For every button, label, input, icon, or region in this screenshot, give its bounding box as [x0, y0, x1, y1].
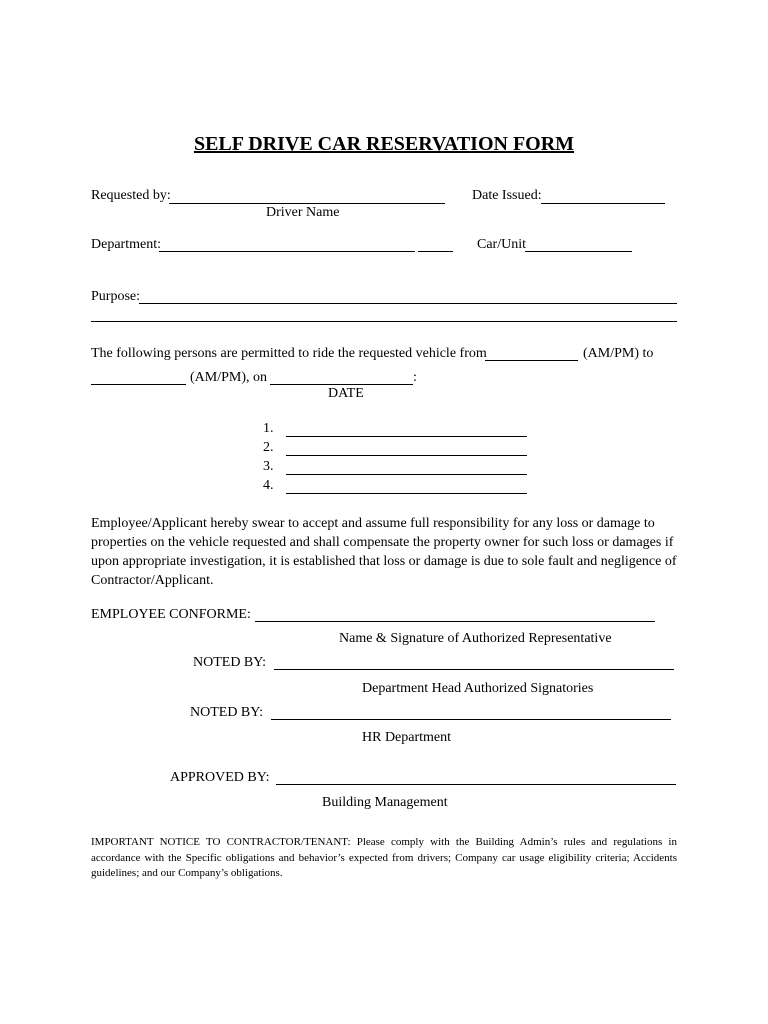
- driver-name-caption: Driver Name: [266, 205, 340, 220]
- ride-date-field[interactable]: [270, 384, 413, 385]
- noted-by-field[interactable]: [274, 669, 674, 670]
- department-field[interactable]: [159, 251, 415, 252]
- responsibility-paragraph: Employee/Applicant hereby swear to accept and assume full responsibility for any loss or damage to properties on the vehicle requested and shall compensate the property owner for such loss or damages if upon appropriate investigation, it is established that loss or damage is due to sole fault and negligence of Contractor/Applicant.: [91, 516, 677, 588]
- date-caption: DATE: [328, 386, 364, 401]
- purpose-field[interactable]: [139, 303, 677, 304]
- date-issued-label: Date Issued:: [472, 188, 542, 203]
- ride-colon: :: [413, 370, 417, 385]
- car-unit-field[interactable]: [525, 251, 632, 252]
- person-4-field[interactable]: [286, 493, 527, 494]
- noted-by-label: NOTED BY:: [193, 655, 266, 670]
- employee-conforme-field[interactable]: [255, 621, 655, 622]
- person-number: 3.: [263, 459, 274, 474]
- requested-by-field[interactable]: [169, 203, 445, 204]
- car-unit-label: Car/Unit: [477, 237, 526, 252]
- purpose-field-line2[interactable]: [91, 321, 677, 322]
- employee-conforme-label: EMPLOYEE CONFORME:: [91, 607, 251, 622]
- employee-conforme-caption: Name & Signature of Authorized Representative: [339, 631, 612, 646]
- ride-on-text: (AM/PM), on: [190, 370, 268, 385]
- noted-by-hr-label: NOTED BY:: [190, 705, 263, 720]
- approved-by-caption: Building Management: [322, 795, 448, 810]
- important-notice: IMPORTANT NOTICE TO CONTRACTOR/TENANT: Please comply with the Building Admin’s rules and regulations in accordance with the Specific obligations and behavior’s expected from drivers; Company car usage eligibility criteria; Accidents guidelines; and our Company’s obligations.: [91, 836, 677, 879]
- person-number: 4.: [263, 478, 274, 493]
- person-1-field[interactable]: [286, 436, 527, 437]
- department-label: Department:: [91, 237, 161, 252]
- person-3-field[interactable]: [286, 474, 527, 475]
- noted-by-hr-caption: HR Department: [362, 730, 452, 745]
- approved-by-label: APPROVED BY:: [170, 770, 270, 785]
- person-number: 2.: [263, 440, 274, 455]
- approved-by-field[interactable]: [276, 784, 676, 785]
- purpose-label: Purpose:: [91, 289, 140, 304]
- noted-by-hr-field[interactable]: [271, 719, 671, 720]
- department-extra-field[interactable]: [418, 251, 453, 252]
- ride-text-end: (AM/PM) to: [583, 346, 654, 361]
- date-issued-field[interactable]: [541, 203, 665, 204]
- requested-by-label: Requested by:: [91, 188, 171, 203]
- form-title: SELF DRIVE CAR RESERVATION FORM: [193, 133, 575, 155]
- person-2-field[interactable]: [286, 455, 527, 456]
- person-number: 1.: [263, 421, 274, 436]
- to-time-field[interactable]: [91, 384, 186, 385]
- from-time-field[interactable]: [485, 360, 578, 361]
- ride-text-start: The following persons are permitted to ride the requested vehicle from: [91, 346, 487, 361]
- noted-by-caption: Department Head Authorized Signatories: [362, 681, 594, 696]
